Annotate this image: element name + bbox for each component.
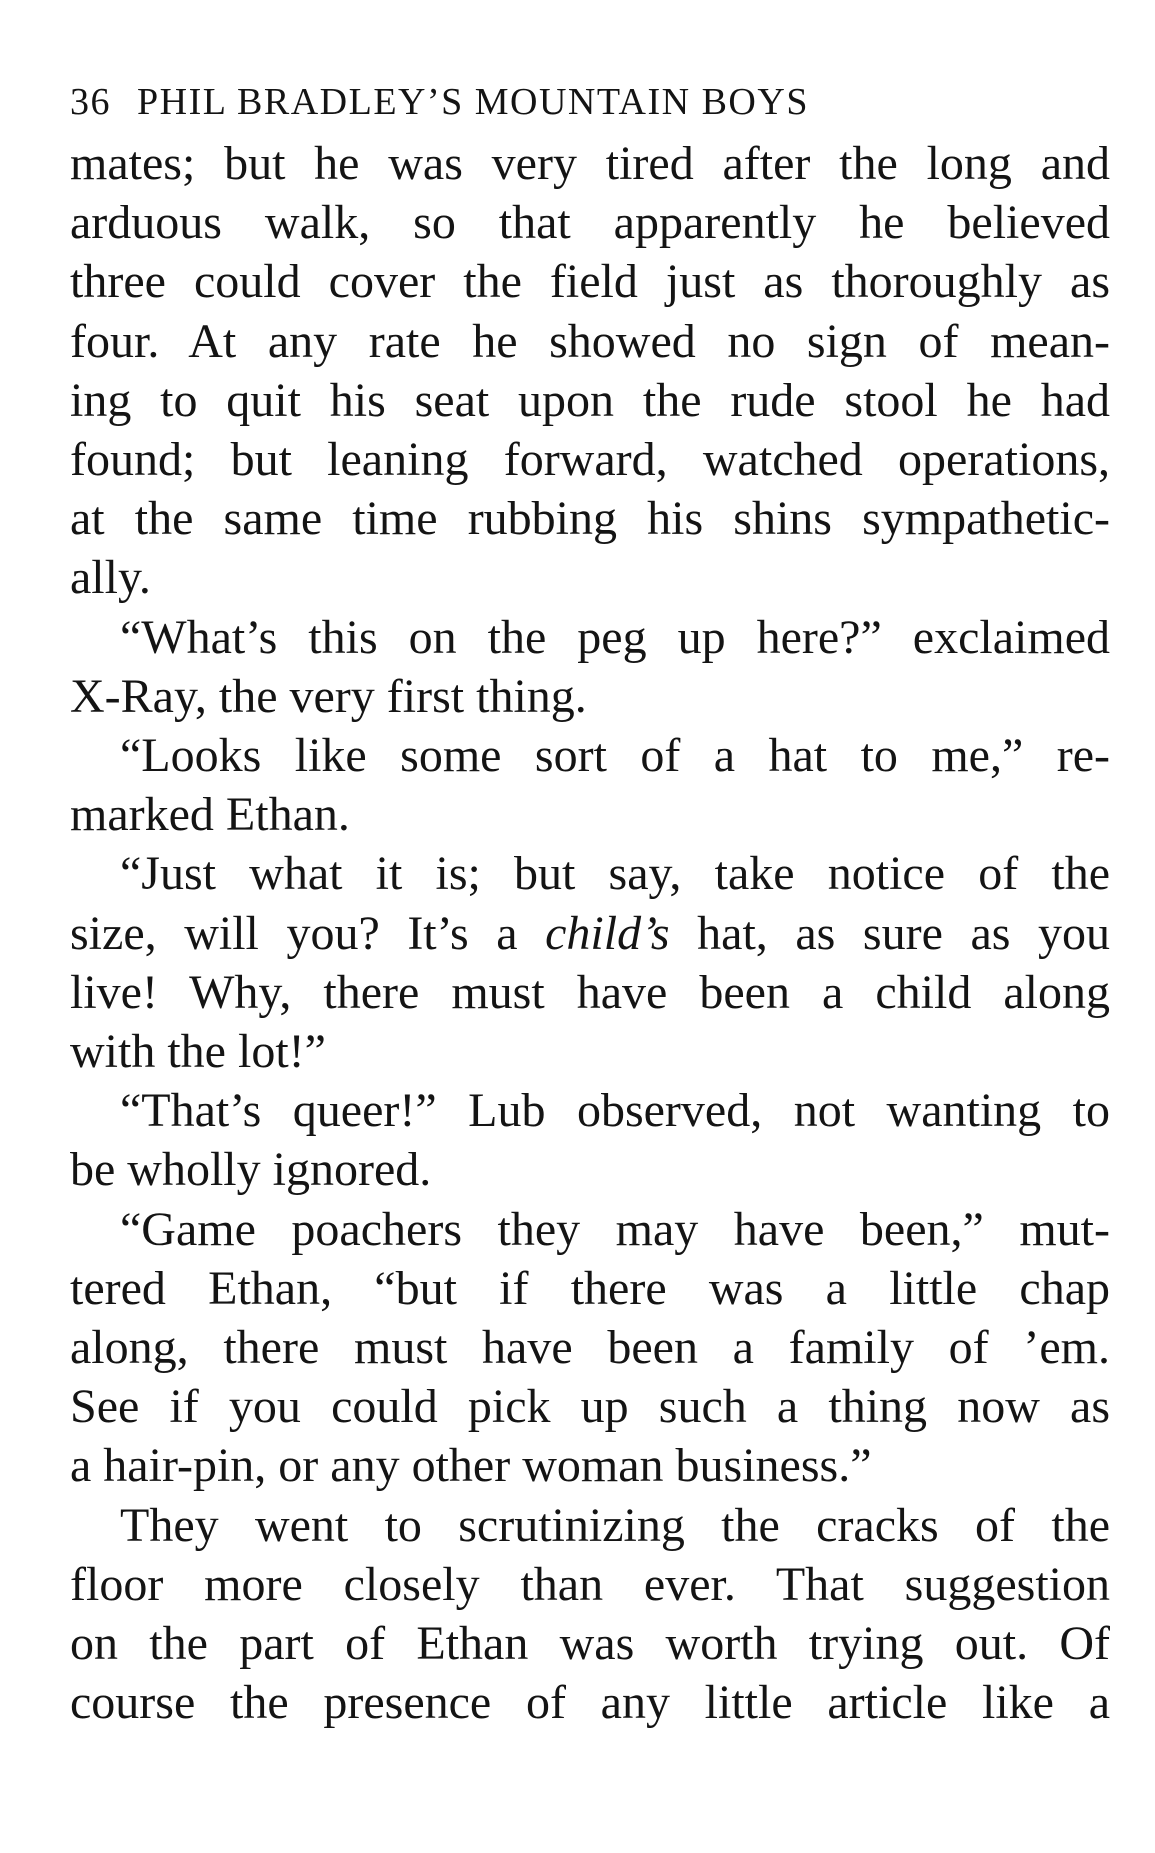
text-line (70, 667, 1110, 726)
text-segment: a hair-pin, or any other woman business.” (70, 1439, 872, 1493)
text-line (70, 489, 1110, 548)
text-segment: They went to scrutinizing the cracks of the (120, 1498, 1110, 1552)
body-text (70, 134, 1110, 1732)
paragraph (70, 1496, 1110, 1733)
text-line (70, 548, 1110, 607)
text-line (70, 1377, 1110, 1436)
paragraph (70, 1200, 1110, 1496)
text-segment: arduous walk, so that apparently he believed (70, 196, 1110, 250)
text-segment: live! Why, there must have been a child along (70, 965, 1110, 1019)
text-line (70, 312, 1110, 371)
text-segment: mates; but he was very tired after the long and (70, 137, 1110, 190)
text-segment: “Game poachers they may have been,” mut- (120, 1202, 1110, 1256)
text-line (70, 371, 1110, 430)
text-line (70, 1614, 1110, 1673)
paragraph (70, 608, 1110, 726)
text-segment: four. At any rate he showed no sign of mean- (70, 314, 1110, 368)
text-line (70, 963, 1110, 1022)
running-head-title: PHIL BRADLEY’S MOUNTAIN BOYS (137, 81, 809, 123)
text-segment: at the same time rubbing his shins sympathetic- (70, 492, 1110, 546)
text-line (70, 1318, 1110, 1377)
text-segment: ing to quit his seat upon the rude stool he had (70, 373, 1110, 427)
text-line (70, 1436, 1110, 1495)
italic-text: child’s (545, 906, 670, 960)
text-segment: be wholly ignored. (70, 1143, 432, 1197)
text-segment: size, will you? It’s a (70, 906, 546, 960)
paragraph (70, 844, 1110, 1081)
text-line (70, 1259, 1110, 1318)
text-line (70, 1200, 1110, 1259)
text-segment: See if you could pick up such a thing now as (70, 1380, 1110, 1434)
text-line (70, 1022, 1110, 1081)
text-line (70, 726, 1110, 785)
text-line (70, 134, 1110, 193)
text-line (70, 1496, 1110, 1555)
running-head (70, 78, 1110, 126)
text-segment: “Just what it is; but say, take notice of the (120, 847, 1110, 901)
paragraph (70, 134, 1110, 608)
text-segment: marked Ethan. (70, 788, 350, 842)
text-line (70, 608, 1110, 667)
text-segment: floor more closely than ever. That suggestion (70, 1557, 1110, 1611)
text-line (70, 904, 1110, 963)
book-page (70, 78, 1110, 1732)
text-segment: hat, as sure as you (669, 906, 1111, 960)
text-segment: “That’s queer!” Lub observed, not wanting to (120, 1084, 1110, 1138)
text-line (70, 1081, 1110, 1140)
paragraph (70, 726, 1110, 844)
text-segment: with the lot!” (70, 1025, 326, 1079)
text-line (70, 844, 1110, 903)
text-line (70, 1140, 1110, 1199)
paragraph (70, 1081, 1110, 1199)
text-segment: tered Ethan, “but if there was a little chap (70, 1261, 1110, 1315)
text-line (70, 252, 1110, 311)
page-number: 36 (70, 81, 111, 123)
text-line (70, 1673, 1110, 1732)
text-line (70, 785, 1110, 844)
text-line (70, 193, 1110, 252)
text-segment: “What’s this on the peg up here?” exclaimed (120, 610, 1110, 664)
text-segment: X-Ray, the very first thing. (70, 669, 587, 723)
text-segment: along, there must have been a family of ’em. (70, 1321, 1110, 1375)
text-segment: course the presence of any little article like a (70, 1676, 1110, 1730)
text-segment: “Looks like some sort of a hat to me,” re- (120, 729, 1110, 783)
text-line (70, 1555, 1110, 1614)
text-segment: ally. (70, 551, 151, 605)
text-line (70, 430, 1110, 489)
text-segment: on the part of Ethan was worth trying out. Of (70, 1617, 1110, 1671)
text-segment: three could cover the field just as thoroughly as (70, 255, 1110, 309)
text-segment: found; but leaning forward, watched operations, (70, 433, 1110, 487)
